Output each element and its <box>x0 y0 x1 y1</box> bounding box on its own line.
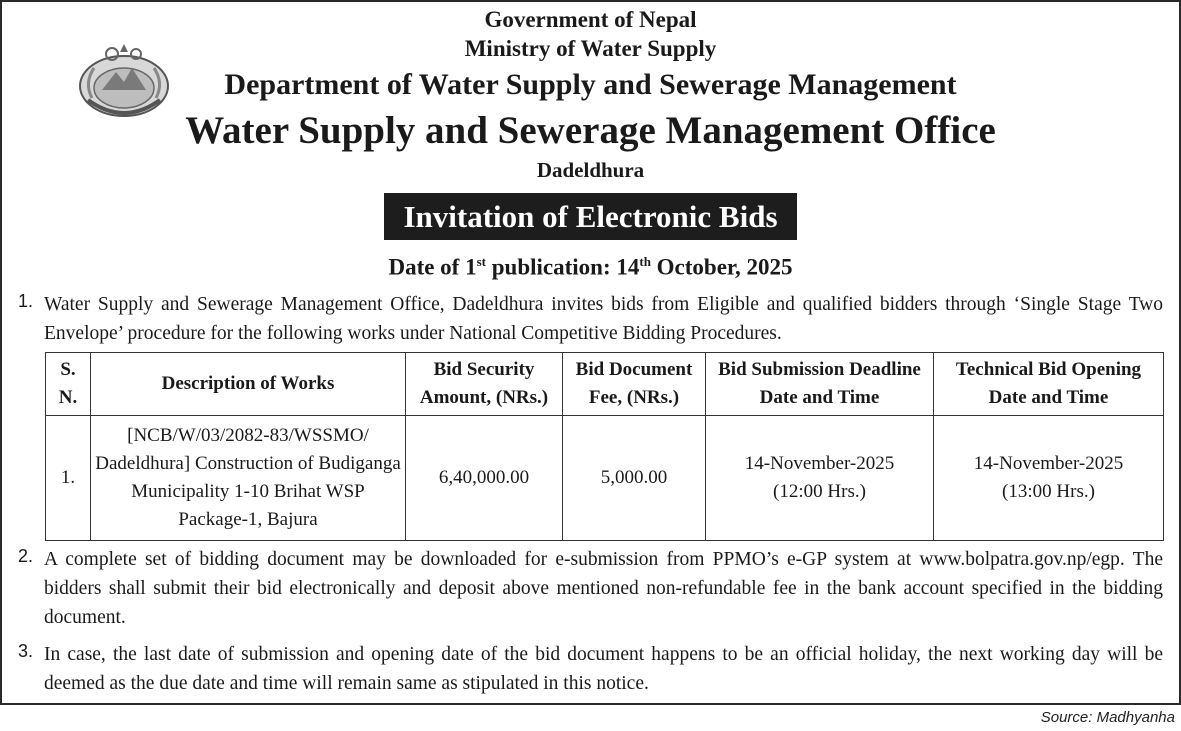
paragraph-3: In case, the last date of submission and opening date of the bid document happens to be an official holiday, the next working day will be deemed as the due date and time will remain same as stipulated in this notice. <box>44 644 1163 694</box>
cell-bid-opening <box>934 416 1164 541</box>
cell-description: [NCB/W/03/2082-83/WSSMO/ Dadeldhura] Construction of Budiganga Municipality 1-10 Brihat WSP Package-1, Bajura <box>91 416 406 541</box>
department-title: Department of Water Supply and Sewerage Management <box>224 68 957 101</box>
cell-submission-deadline <box>706 416 934 541</box>
bids-table <box>45 352 1164 541</box>
publication-date: Date of 1st publication: 14th October, 2025 <box>388 254 793 280</box>
office-location: Dadeldhura <box>536 158 645 182</box>
header-sn: S. N. <box>46 353 91 416</box>
header-document-fee: Bid Document Fee, (NRs.) <box>563 353 706 416</box>
notice-banner: Invitation of Electronic Bids <box>384 193 797 240</box>
header-bid-opening: Technical Bid Opening Date and Time <box>934 353 1164 416</box>
table-row <box>46 416 1164 541</box>
table-header-row <box>46 353 1164 416</box>
opening-time: (13:00 Hrs.) <box>1002 481 1095 502</box>
cell-document-fee: 5,000.00 <box>563 416 706 541</box>
deadline-time: (12:00 Hrs.) <box>773 481 866 502</box>
office-title: Water Supply and Sewerage Management Office <box>185 109 996 152</box>
source-credit: Source: Madhyanha <box>1040 709 1175 726</box>
paragraph-1-number: 1. <box>18 291 34 311</box>
opening-date: 14-November-2025 <box>973 453 1124 474</box>
ministry-title: Ministry of Water Supply <box>464 36 717 61</box>
header-description: Description of Works <box>91 353 406 416</box>
header-submission-deadline: Bid Submission Deadline Date and Time <box>706 353 934 416</box>
paragraph-2: A complete set of bidding document may be downloaded for e-submission from PPMO’s e-GP system at www.bolpatra.gov.np/egp. The bidders shall submit their bid electronically and deposit above mentioned non-refundable fee in the bank account specified in the bidding document. <box>44 549 1163 628</box>
paragraph-3-number: 3. <box>18 641 34 661</box>
paragraph-2-number: 2. <box>18 546 34 566</box>
header-bid-security: Bid Security Amount, (NRs.) <box>406 353 563 416</box>
paragraph-1: Water Supply and Sewerage Management Office, Dadeldhura invites bids from Eligible and qualified bidders through ‘Single Stage Two Envelope’ procedure for the following works under National Competitive Bidding Procedures. <box>44 294 1163 344</box>
cell-bid-security: 6,40,000.00 <box>406 416 563 541</box>
deadline-date: 14-November-2025 <box>744 453 895 474</box>
government-title: Government of Nepal <box>484 7 697 32</box>
cell-sn: 1. <box>46 416 91 541</box>
